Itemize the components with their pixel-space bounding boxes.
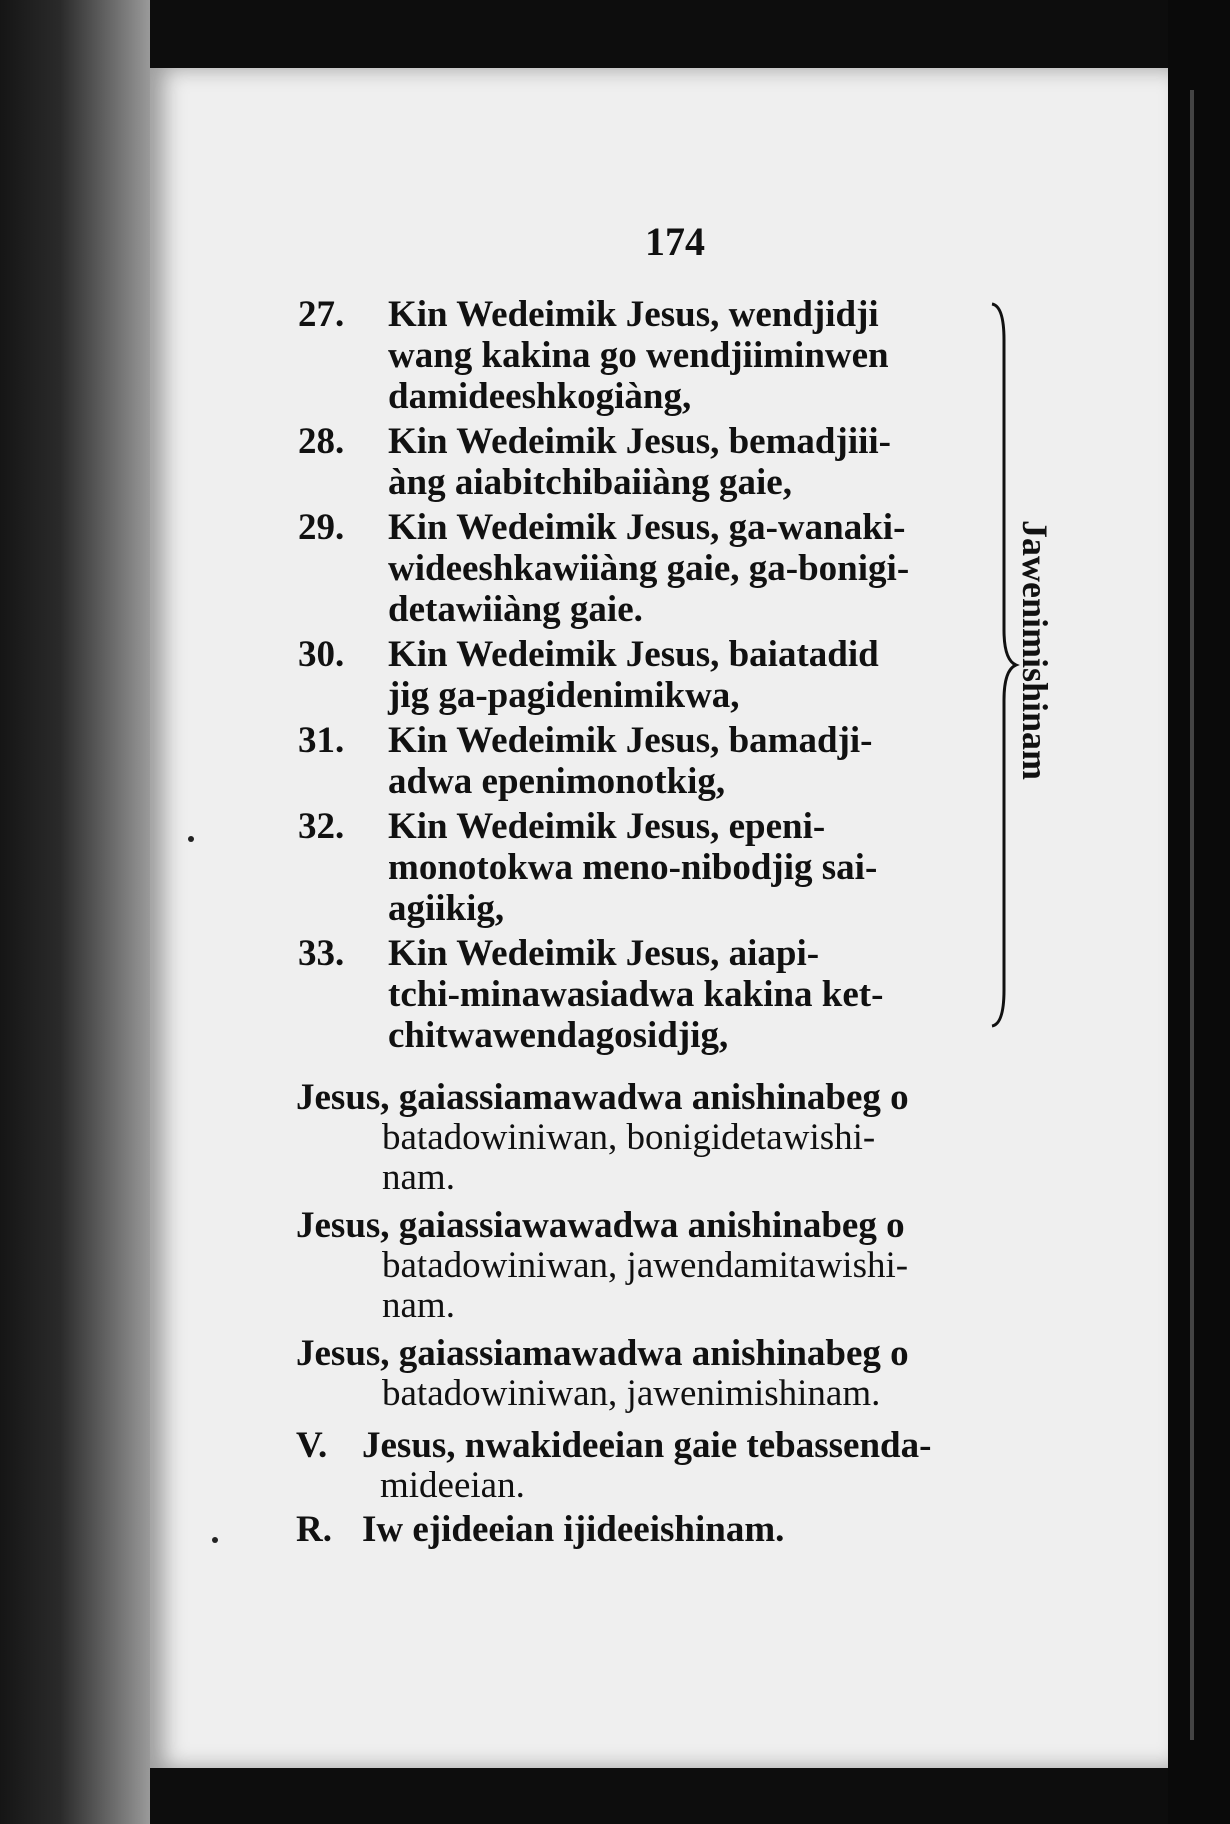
versicle <box>296 1426 1076 1506</box>
invocation <box>296 1078 1076 1198</box>
invocation-line: nam. <box>382 1285 455 1326</box>
item-line: wideeshkawiiàng gaie, ga-bonigi- <box>388 548 910 589</box>
item-line: Kin Wedeimik Jesus, baiatadid <box>388 634 879 675</box>
versicle-response <box>296 1426 1076 1554</box>
response-line: Jesus, nwakideeian gaie tebassenda- <box>362 1425 932 1466</box>
item-line: àng aiabitchibaiiàng gaie, <box>388 462 792 503</box>
brace-label: Jawenimishinam <box>1015 520 1055 781</box>
litany-item <box>280 720 1000 802</box>
item-line: damideeshkogiàng, <box>388 376 692 417</box>
response-label: R. <box>296 1509 332 1550</box>
item-number: 33. <box>298 933 345 974</box>
item-line: detawiiàng gaie. <box>388 589 643 630</box>
item-line: Kin Wedeimik Jesus, bamadji- <box>388 720 873 761</box>
invocation <box>296 1206 1076 1326</box>
page-number: 174 <box>645 219 705 264</box>
litany-item <box>280 421 1000 503</box>
item-number: 32. <box>298 806 345 847</box>
margin-dot-mark <box>212 1537 218 1543</box>
litany-item <box>280 507 1000 630</box>
invocation-line: nam. <box>382 1157 455 1198</box>
litany-item <box>280 933 1000 1056</box>
item-line: Kin Wedeimik Jesus, ga-wanaki- <box>388 507 906 548</box>
item-number: 29. <box>298 507 345 548</box>
litany-item <box>280 806 1000 929</box>
invocation <box>296 1334 1076 1414</box>
item-line: tchi-minawasiadwa kakina ket- <box>388 974 884 1015</box>
book-spine <box>0 0 150 1824</box>
litany-item <box>280 294 1000 417</box>
versicle-label: V. <box>296 1425 328 1466</box>
invocation-line: batadowiniwan, jawenimishinam. <box>382 1373 881 1414</box>
item-number: 30. <box>298 634 345 675</box>
invocation-line: Jesus, gaiassiamawadwa anishinabeg o <box>296 1333 909 1374</box>
item-line: Kin Wedeimik Jesus, epeni- <box>388 806 826 847</box>
item-line: adwa epenimonotkig, <box>388 761 726 802</box>
item-line: agiikig, <box>388 888 505 929</box>
litany-list <box>280 294 1000 1060</box>
item-line: wang kakina go wendjiiminwen <box>388 335 889 376</box>
invocation-line: Jesus, gaiassiamawadwa anishinabeg o <box>296 1077 909 1118</box>
response-line: Iw ejideeian ijideeishinam. <box>362 1509 785 1550</box>
invocation-line: batadowiniwan, bonigidetawishi- <box>382 1117 876 1158</box>
item-line: Kin Wedeimik Jesus, aiapi- <box>388 933 820 974</box>
facing-page-edge <box>1168 0 1230 1824</box>
litany-item <box>280 634 1000 716</box>
item-line: Kin Wedeimik Jesus, wendjidji <box>388 294 879 335</box>
invocation-line: Jesus, gaiassiawawadwa anishinabeg o <box>296 1205 905 1246</box>
invocation-line: batadowiniwan, jawendamitawishi- <box>382 1245 909 1286</box>
item-line: chitwawendagosidjig, <box>388 1015 729 1056</box>
margin-dot-mark <box>188 836 194 842</box>
item-line: jig ga-pagidenimikwa, <box>388 675 740 716</box>
item-number: 31. <box>298 720 345 761</box>
item-line: monotokwa meno-nibodjig sai- <box>388 847 878 888</box>
response-line: mideeian. <box>380 1465 525 1506</box>
response <box>296 1510 1076 1550</box>
item-number: 27. <box>298 294 345 335</box>
item-line: Kin Wedeimik Jesus, bemadjiii- <box>388 421 891 462</box>
facing-page-rule <box>1190 90 1194 1740</box>
item-number: 28. <box>298 421 345 462</box>
invocation-list <box>296 1078 1076 1422</box>
